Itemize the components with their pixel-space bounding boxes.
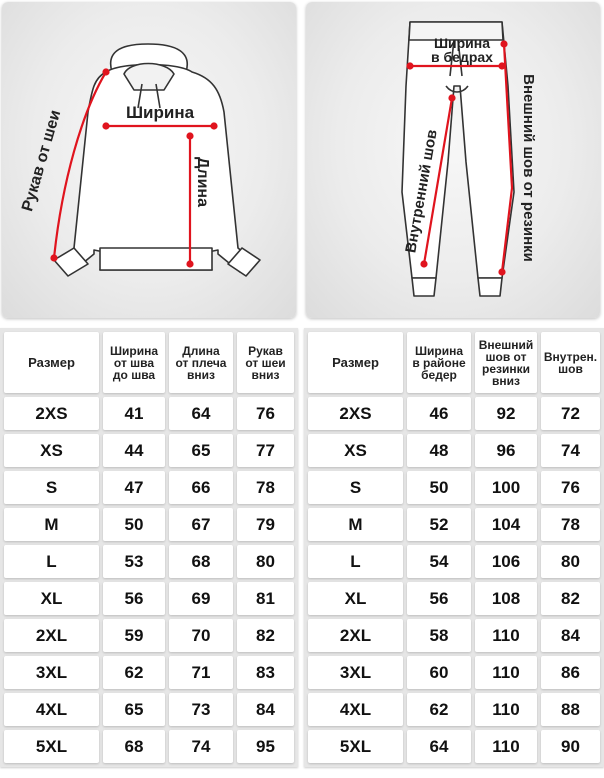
pants-value-cell: 60 bbox=[407, 656, 471, 689]
hoodie-size-cell: 5XL bbox=[4, 730, 99, 763]
hoodie-header-text: от шва bbox=[113, 355, 155, 370]
pants-diagram-panel bbox=[306, 2, 600, 318]
hoodie-header-cell bbox=[237, 332, 294, 393]
pants-value-cell: 78 bbox=[541, 508, 600, 541]
pants-size-table bbox=[304, 328, 604, 767]
pants-header-text: Ширина bbox=[414, 343, 464, 358]
pants-size-cell: XL bbox=[308, 582, 403, 615]
pants-size-cell: XS bbox=[308, 434, 403, 467]
hoodie-value-cell: 73 bbox=[169, 693, 233, 726]
hoodie-header-cell bbox=[103, 332, 165, 393]
hoodie-value-cell: 95 bbox=[237, 730, 294, 763]
hoodie-value-cell: 65 bbox=[103, 693, 165, 726]
hoodie-header-text: вниз bbox=[187, 367, 215, 382]
pants-value-cell: 84 bbox=[541, 619, 600, 652]
pants-size-cell: L bbox=[308, 545, 403, 578]
hoodie-value-cell: 84 bbox=[237, 693, 294, 726]
pants-table-row bbox=[308, 434, 600, 467]
hoodie-table-row bbox=[4, 693, 294, 726]
pants-header-text: вниз bbox=[492, 373, 520, 388]
pants-table-row bbox=[308, 582, 600, 615]
pants-header-cell bbox=[308, 332, 403, 393]
hoodie-illustration bbox=[2, 2, 296, 318]
pants-value-cell: 86 bbox=[541, 656, 600, 689]
hoodie-size-cell: 2XL bbox=[4, 619, 99, 652]
pants-header-text: бедер bbox=[421, 367, 457, 382]
pants-value-cell: 48 bbox=[407, 434, 471, 467]
pants-header-text: Размер bbox=[332, 354, 379, 370]
hoodie-value-cell: 41 bbox=[103, 397, 165, 430]
pants-value-cell: 104 bbox=[475, 508, 537, 541]
hoodie-value-cell: 74 bbox=[169, 730, 233, 763]
pants-value-cell: 50 bbox=[407, 471, 471, 504]
pants-table-body bbox=[308, 332, 600, 763]
pants-value-cell: 88 bbox=[541, 693, 600, 726]
hoodie-value-cell: 47 bbox=[103, 471, 165, 504]
pants-table-row bbox=[308, 693, 600, 726]
hoodie-value-cell: 69 bbox=[169, 582, 233, 615]
hoodie-value-cell: 79 bbox=[237, 508, 294, 541]
hoodie-value-cell: 59 bbox=[103, 619, 165, 652]
hoodie-value-cell: 80 bbox=[237, 545, 294, 578]
pants-value-cell: 58 bbox=[407, 619, 471, 652]
hoodie-table-row bbox=[4, 656, 294, 689]
pants-table-row bbox=[308, 471, 600, 504]
pants-value-cell: 52 bbox=[407, 508, 471, 541]
pants-value-cell: 110 bbox=[475, 619, 537, 652]
hoodie-value-cell: 68 bbox=[103, 730, 165, 763]
hoodie-size-cell: XL bbox=[4, 582, 99, 615]
hoodie-diagram-panel bbox=[2, 2, 296, 318]
hoodie-value-cell: 78 bbox=[237, 471, 294, 504]
hoodie-value-cell: 81 bbox=[237, 582, 294, 615]
hoodie-value-cell: 56 bbox=[103, 582, 165, 615]
pants-table-row bbox=[308, 508, 600, 541]
hoodie-table-row bbox=[4, 545, 294, 578]
pants-value-cell: 72 bbox=[541, 397, 600, 430]
pants-header-cell bbox=[475, 332, 537, 393]
hoodie-value-cell: 64 bbox=[169, 397, 233, 430]
hoodie-header-text: Ширина bbox=[109, 343, 159, 358]
pants-value-cell: 80 bbox=[541, 545, 600, 578]
pants-table-row bbox=[308, 730, 600, 763]
pants-value-cell: 46 bbox=[407, 397, 471, 430]
pants-value-cell: 56 bbox=[407, 582, 471, 615]
hoodie-header-text: от шеи bbox=[245, 355, 286, 370]
hoodie-value-cell: 70 bbox=[169, 619, 233, 652]
hoodie-value-cell: 66 bbox=[169, 471, 233, 504]
pants-header-cell bbox=[407, 332, 471, 393]
pants-size-cell: 3XL bbox=[308, 656, 403, 689]
pants-header-text: в районе bbox=[412, 355, 466, 370]
pants-hip-label-line1: Ширина bbox=[433, 35, 491, 51]
pants-value-cell: 76 bbox=[541, 471, 600, 504]
hoodie-sleeve-label: Рукав от шеи bbox=[19, 108, 65, 214]
pants-value-cell: 100 bbox=[475, 471, 537, 504]
pants-header-row bbox=[308, 332, 600, 393]
hoodie-table-row bbox=[4, 730, 294, 763]
hoodie-width-label: Ширина bbox=[125, 103, 195, 122]
pants-header-text: Внутрен. bbox=[543, 349, 598, 364]
pants-table-row bbox=[308, 619, 600, 652]
pants-value-cell: 108 bbox=[475, 582, 537, 615]
hoodie-size-cell: 4XL bbox=[4, 693, 99, 726]
hoodie-size-cell: M bbox=[4, 508, 99, 541]
hoodie-table-row bbox=[4, 619, 294, 652]
hoodie-table-row bbox=[4, 471, 294, 504]
pants-inseam-label: Внутренний шов bbox=[402, 128, 441, 255]
hoodie-table-row bbox=[4, 397, 294, 430]
pants-table-row bbox=[308, 656, 600, 689]
hoodie-value-cell: 77 bbox=[237, 434, 294, 467]
hoodie-value-cell: 68 bbox=[169, 545, 233, 578]
pants-size-cell: 2XL bbox=[308, 619, 403, 652]
pants-header-text: шов bbox=[558, 361, 583, 376]
pants-value-cell: 106 bbox=[475, 545, 537, 578]
hoodie-header-text: Размер bbox=[28, 354, 75, 370]
pants-table-row bbox=[308, 397, 600, 430]
pants-value-cell: 110 bbox=[475, 656, 537, 689]
pants-header-text: шов от bbox=[485, 349, 527, 364]
hoodie-size-cell: S bbox=[4, 471, 99, 504]
hoodie-table-body bbox=[4, 332, 294, 763]
hoodie-header-text: Рукав bbox=[248, 343, 283, 358]
pants-value-cell: 110 bbox=[475, 693, 537, 726]
hoodie-size-table bbox=[0, 328, 298, 767]
hoodie-header-cell bbox=[4, 332, 99, 393]
hoodie-size-cell: XS bbox=[4, 434, 99, 467]
hoodie-value-cell: 82 bbox=[237, 619, 294, 652]
pants-header-text: резинки bbox=[482, 361, 530, 376]
pants-size-cell: 4XL bbox=[308, 693, 403, 726]
pants-size-cell: 5XL bbox=[308, 730, 403, 763]
hoodie-table-row bbox=[4, 582, 294, 615]
pants-value-cell: 64 bbox=[407, 730, 471, 763]
hoodie-value-cell: 62 bbox=[103, 656, 165, 689]
pants-size-cell: S bbox=[308, 471, 403, 504]
hoodie-value-cell: 50 bbox=[103, 508, 165, 541]
pants-table-row bbox=[308, 545, 600, 578]
pants-value-cell: 90 bbox=[541, 730, 600, 763]
hoodie-value-cell: 71 bbox=[169, 656, 233, 689]
hoodie-value-cell: 53 bbox=[103, 545, 165, 578]
hoodie-value-cell: 67 bbox=[169, 508, 233, 541]
hoodie-length-label: Длина bbox=[194, 157, 211, 207]
pants-value-cell: 54 bbox=[407, 545, 471, 578]
hoodie-size-cell: 2XS bbox=[4, 397, 99, 430]
pants-value-cell: 96 bbox=[475, 434, 537, 467]
hoodie-table-row bbox=[4, 508, 294, 541]
hoodie-size-cell: 3XL bbox=[4, 656, 99, 689]
pants-value-cell: 110 bbox=[475, 730, 537, 763]
hoodie-value-cell: 76 bbox=[237, 397, 294, 430]
hoodie-value-cell: 65 bbox=[169, 434, 233, 467]
pants-value-cell: 62 bbox=[407, 693, 471, 726]
hoodie-value-cell: 83 bbox=[237, 656, 294, 689]
pants-header-text: Внешний bbox=[478, 337, 534, 352]
hoodie-outline bbox=[54, 44, 260, 276]
pants-outseam-label: Внешний шов от резинки bbox=[520, 74, 537, 262]
pants-value-cell: 92 bbox=[475, 397, 537, 430]
hoodie-header-text: от плеча bbox=[175, 355, 227, 370]
pants-header-cell bbox=[541, 332, 600, 393]
hoodie-size-cell: L bbox=[4, 545, 99, 578]
hoodie-header-text: Длина bbox=[182, 343, 220, 358]
hoodie-header-cell bbox=[169, 332, 233, 393]
pants-value-cell: 74 bbox=[541, 434, 600, 467]
pants-size-cell: M bbox=[308, 508, 403, 541]
pants-value-cell: 82 bbox=[541, 582, 600, 615]
pants-illustration bbox=[306, 2, 600, 318]
pants-size-cell: 2XS bbox=[308, 397, 403, 430]
hoodie-header-text: вниз bbox=[251, 367, 280, 382]
pants-hip-label-line2: в бедрах bbox=[431, 49, 493, 65]
hoodie-table-row bbox=[4, 434, 294, 467]
hoodie-value-cell: 44 bbox=[103, 434, 165, 467]
hoodie-header-row bbox=[4, 332, 294, 393]
hoodie-header-text: до шва bbox=[112, 367, 156, 382]
